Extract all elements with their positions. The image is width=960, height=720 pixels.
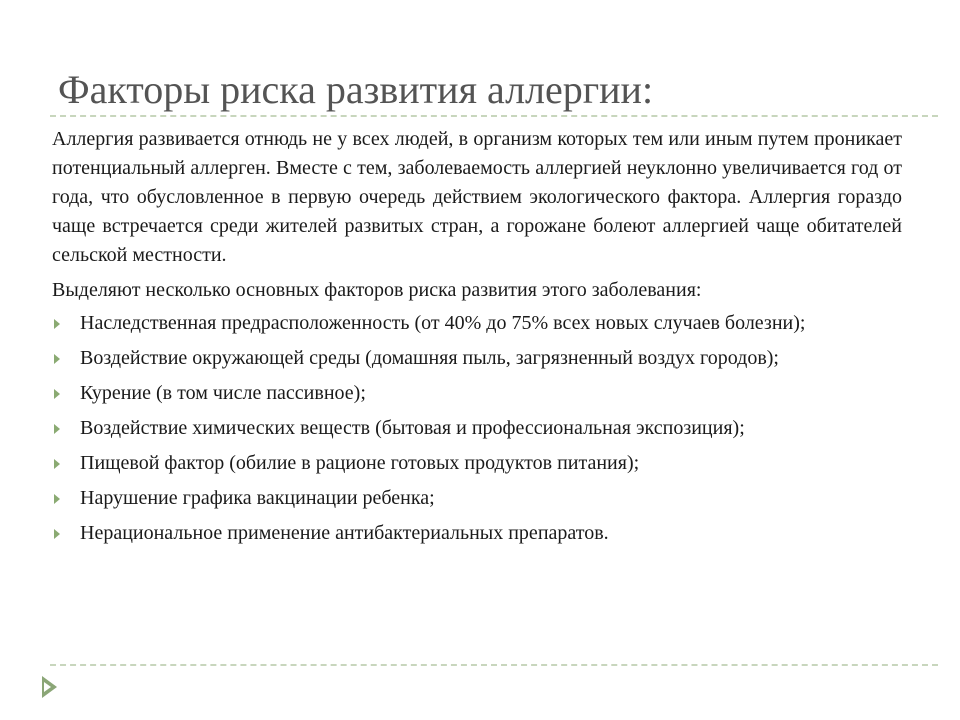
footer-divider [50,664,938,666]
triangle-bullet-icon [54,354,60,364]
list-item-text: Нарушение графика вакцинации ребенка; [80,487,435,509]
play-arrow-inner-icon [44,682,51,692]
triangle-bullet-icon [54,424,60,434]
list-item [52,344,902,373]
triangle-bullet-icon [54,319,60,329]
list-item-text: Пищевой фактор (обилие в рационе готовых продуктов питания); [80,452,640,474]
triangle-bullet-icon [54,389,60,399]
risk-factor-list [52,309,902,548]
list-item [52,309,902,338]
list-item-text: Наследственная предрасположенность (от 40% до 75% всех новых случаев болезни); [80,312,806,334]
triangle-bullet-icon [54,459,60,469]
list-item [52,414,902,443]
intro-paragraph: Аллергия развивается отнюдь не у всех людей, в организм которых тем или иным путем проникает потенциальный аллерген. Вместе с тем, заболеваемость аллергией неуклонно увеличивается год от года, что обусловленное в первую очередь действием экологического фактора. Аллергия гораздо чаще встречается среди жителей развитых стран, а горожане болеют аллергией чаще обитателей сельской местности. [52,128,902,266]
list-item-text: Воздействие окружающей среды (домашняя пыль, загрязненный воздух городов); [80,347,779,369]
list-item-text: Курение (в том числе пассивное); [80,382,366,404]
list-item [52,519,902,548]
list-item [52,484,902,513]
list-item-text: Нерациональное применение антибактериальных препаратов. [80,522,609,544]
triangle-bullet-icon [54,494,60,504]
title-divider [50,115,938,117]
list-item-text: Воздействие химических веществ (бытовая и профессиональная экспозиция); [80,417,745,439]
slide-title: Факторы риска развития аллергии: [58,67,654,112]
list-item [52,449,902,478]
triangle-bullet-icon [54,529,60,539]
slide-content [52,125,902,554]
lead-line: Выделяют несколько основных факторов риска развития этого заболевания: [52,279,702,301]
list-item [52,379,902,408]
